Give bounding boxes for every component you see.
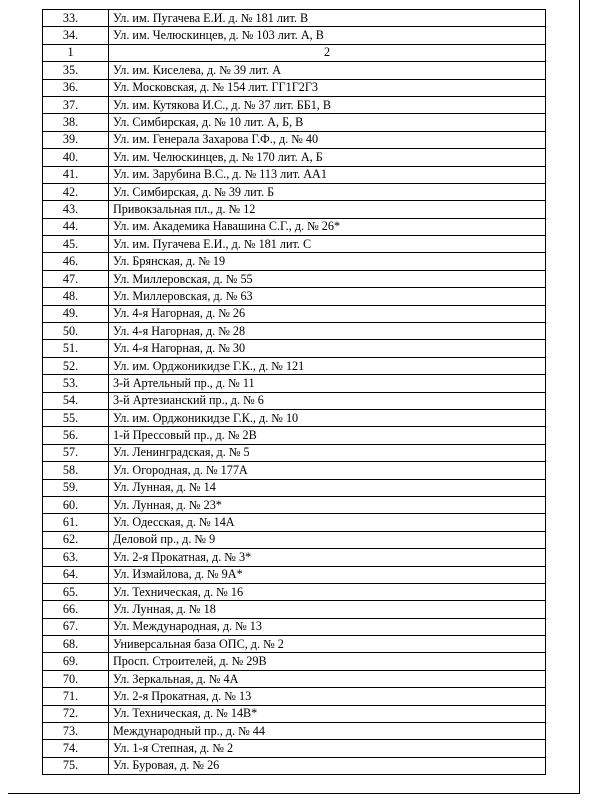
table-row bbox=[43, 253, 546, 270]
table-row bbox=[43, 514, 546, 531]
row-address: Ул. им. Генерала Захарова Г.Ф., д. № 40 bbox=[109, 131, 546, 148]
column-number-1: 1 bbox=[43, 44, 109, 61]
row-address: 3-й Артезианский пр., д. № 6 bbox=[109, 392, 546, 409]
row-number: 60. bbox=[43, 496, 109, 513]
row-address: Ул. Симбирская, д. № 39 лит. Б bbox=[109, 183, 546, 200]
row-number: 37. bbox=[43, 96, 109, 113]
table-row bbox=[43, 757, 546, 774]
table-row bbox=[43, 531, 546, 548]
table-row bbox=[43, 166, 546, 183]
row-address: Ул. им. Зарубина В.С., д. № 113 лит. АА1 bbox=[109, 166, 546, 183]
row-number: 53. bbox=[43, 375, 109, 392]
row-number: 57. bbox=[43, 444, 109, 461]
row-address: Международный пр., д. № 44 bbox=[109, 723, 546, 740]
table-row bbox=[43, 27, 546, 44]
table-row bbox=[43, 723, 546, 740]
table-row bbox=[43, 670, 546, 687]
row-number: 54. bbox=[43, 392, 109, 409]
row-number: 64. bbox=[43, 566, 109, 583]
table-row bbox=[43, 496, 546, 513]
row-address: Ул. Буровая, д. № 26 bbox=[109, 757, 546, 774]
row-number: 49. bbox=[43, 305, 109, 322]
table-row bbox=[43, 653, 546, 670]
address-table-body bbox=[43, 10, 546, 775]
table-row bbox=[43, 340, 546, 357]
row-number: 47. bbox=[43, 270, 109, 287]
row-address: Универсальная база ОПС, д. № 2 bbox=[109, 636, 546, 653]
row-number: 65. bbox=[43, 583, 109, 600]
table-row bbox=[43, 427, 546, 444]
row-number: 42. bbox=[43, 183, 109, 200]
row-address: Ул. Лунная, д. № 23* bbox=[109, 496, 546, 513]
row-address: Ул. Миллеровская, д. № 55 bbox=[109, 270, 546, 287]
column-number-row bbox=[43, 44, 546, 61]
row-number: 43. bbox=[43, 201, 109, 218]
row-number: 67. bbox=[43, 618, 109, 635]
table-row bbox=[43, 288, 546, 305]
row-number: 44. bbox=[43, 218, 109, 235]
table-row bbox=[43, 305, 546, 322]
row-number: 41. bbox=[43, 166, 109, 183]
row-number: 33. bbox=[43, 10, 109, 27]
table-row bbox=[43, 462, 546, 479]
table-row bbox=[43, 79, 546, 96]
table-row bbox=[43, 149, 546, 166]
row-address: Ул. Одесская, д. № 14А bbox=[109, 514, 546, 531]
row-number: 48. bbox=[43, 288, 109, 305]
row-address: 1-й Прессовый пр., д. № 2В bbox=[109, 427, 546, 444]
row-address: Ул. Ленинградская, д. № 5 bbox=[109, 444, 546, 461]
table-row bbox=[43, 323, 546, 340]
row-number: 56. bbox=[43, 427, 109, 444]
row-address: Ул. им. Пугачева Е.И., д. № 181 лит. С bbox=[109, 236, 546, 253]
row-number: 62. bbox=[43, 531, 109, 548]
table-row bbox=[43, 618, 546, 635]
row-number: 40. bbox=[43, 149, 109, 166]
row-number: 58. bbox=[43, 462, 109, 479]
row-number: 46. bbox=[43, 253, 109, 270]
row-address: Ул. Лунная, д. № 18 bbox=[109, 601, 546, 618]
row-number: 50. bbox=[43, 323, 109, 340]
table-row bbox=[43, 218, 546, 235]
table-row bbox=[43, 10, 546, 27]
row-number: 51. bbox=[43, 340, 109, 357]
row-address: Ул. Миллеровская, д. № 63 bbox=[109, 288, 546, 305]
table-row bbox=[43, 270, 546, 287]
table-row bbox=[43, 409, 546, 426]
row-number: 34. bbox=[43, 27, 109, 44]
table-row bbox=[43, 201, 546, 218]
row-address: Ул. Брянская, д. № 19 bbox=[109, 253, 546, 270]
table-row bbox=[43, 357, 546, 374]
row-address: Ул. Международная, д. № 13 bbox=[109, 618, 546, 635]
table-row bbox=[43, 131, 546, 148]
row-address: Ул. 4-я Нагорная, д. № 26 bbox=[109, 305, 546, 322]
row-address: Просп. Строителей, д. № 29В bbox=[109, 653, 546, 670]
page-right-border bbox=[579, 0, 580, 794]
row-address: Ул. 4-я Нагорная, д. № 30 bbox=[109, 340, 546, 357]
table-row bbox=[43, 479, 546, 496]
row-address: Ул. им. Академика Навашина С.Г., д. № 26* bbox=[109, 218, 546, 235]
row-address: Ул. им. Челюскинцев, д. № 103 лит. А, В bbox=[109, 27, 546, 44]
row-number: 71. bbox=[43, 688, 109, 705]
row-address: Ул. Зеркальная, д. № 4А bbox=[109, 670, 546, 687]
row-number: 74. bbox=[43, 740, 109, 757]
row-address: Ул. Лунная, д. № 14 bbox=[109, 479, 546, 496]
row-address: Ул. 2-я Прокатная, д. № 3* bbox=[109, 549, 546, 566]
row-address: Ул. им. Орджоникидзе Г.К., д. № 121 bbox=[109, 357, 546, 374]
row-address: Ул. Огородная, д. № 177А bbox=[109, 462, 546, 479]
row-address: 3-й Артельный пр., д. № 11 bbox=[109, 375, 546, 392]
row-address: Ул. Симбирская, д. № 10 лит. А, Б, В bbox=[109, 114, 546, 131]
table-row bbox=[43, 705, 546, 722]
row-address: Ул. им. Пугачева Е.И. д. № 181 лит. В bbox=[109, 10, 546, 27]
row-number: 73. bbox=[43, 723, 109, 740]
row-address: Ул. Измайлова, д. № 9А* bbox=[109, 566, 546, 583]
row-address: Ул. Техническая, д. № 16 bbox=[109, 583, 546, 600]
table-row bbox=[43, 183, 546, 200]
row-address: Ул. им. Челюскинцев, д. № 170 лит. А, Б bbox=[109, 149, 546, 166]
row-number: 39. bbox=[43, 131, 109, 148]
row-number: 38. bbox=[43, 114, 109, 131]
row-address: Ул. Московская, д. № 154 лит. ГГ1Г2Г3 bbox=[109, 79, 546, 96]
row-number: 45. bbox=[43, 236, 109, 253]
table-row bbox=[43, 549, 546, 566]
address-table bbox=[42, 9, 546, 775]
table-row bbox=[43, 566, 546, 583]
row-number: 52. bbox=[43, 357, 109, 374]
row-number: 61. bbox=[43, 514, 109, 531]
row-number: 35. bbox=[43, 62, 109, 79]
row-number: 66. bbox=[43, 601, 109, 618]
row-address: Ул. 1-я Степная, д. № 2 bbox=[109, 740, 546, 757]
row-number: 72. bbox=[43, 705, 109, 722]
table-row bbox=[43, 740, 546, 757]
table-row bbox=[43, 392, 546, 409]
row-address: Ул. 4-я Нагорная, д. № 28 bbox=[109, 323, 546, 340]
table-row bbox=[43, 583, 546, 600]
column-number-2: 2 bbox=[109, 44, 546, 61]
table-row bbox=[43, 601, 546, 618]
table-row bbox=[43, 114, 546, 131]
row-address: Ул. им. Киселева, д. № 39 лит. А bbox=[109, 62, 546, 79]
row-number: 59. bbox=[43, 479, 109, 496]
row-number: 70. bbox=[43, 670, 109, 687]
row-address: Ул. им. Кутякова И.С., д. № 37 лит. ББ1, В bbox=[109, 96, 546, 113]
row-number: 75. bbox=[43, 757, 109, 774]
row-address: Ул. им. Орджоникидзе Г.К., д. № 10 bbox=[109, 409, 546, 426]
table-row bbox=[43, 636, 546, 653]
page-bottom-border bbox=[8, 793, 580, 794]
row-number: 69. bbox=[43, 653, 109, 670]
row-number: 68. bbox=[43, 636, 109, 653]
table-row bbox=[43, 236, 546, 253]
table-row bbox=[43, 688, 546, 705]
table-row bbox=[43, 444, 546, 461]
row-number: 63. bbox=[43, 549, 109, 566]
table-row bbox=[43, 62, 546, 79]
row-number: 55. bbox=[43, 409, 109, 426]
row-address: Привокзальная пл., д. № 12 bbox=[109, 201, 546, 218]
table-row bbox=[43, 375, 546, 392]
row-number: 36. bbox=[43, 79, 109, 96]
row-address: Ул. Техническая, д. № 14В* bbox=[109, 705, 546, 722]
row-address: Ул. 2-я Прокатная, д. № 13 bbox=[109, 688, 546, 705]
row-address: Деловой пр., д. № 9 bbox=[109, 531, 546, 548]
table-row bbox=[43, 96, 546, 113]
